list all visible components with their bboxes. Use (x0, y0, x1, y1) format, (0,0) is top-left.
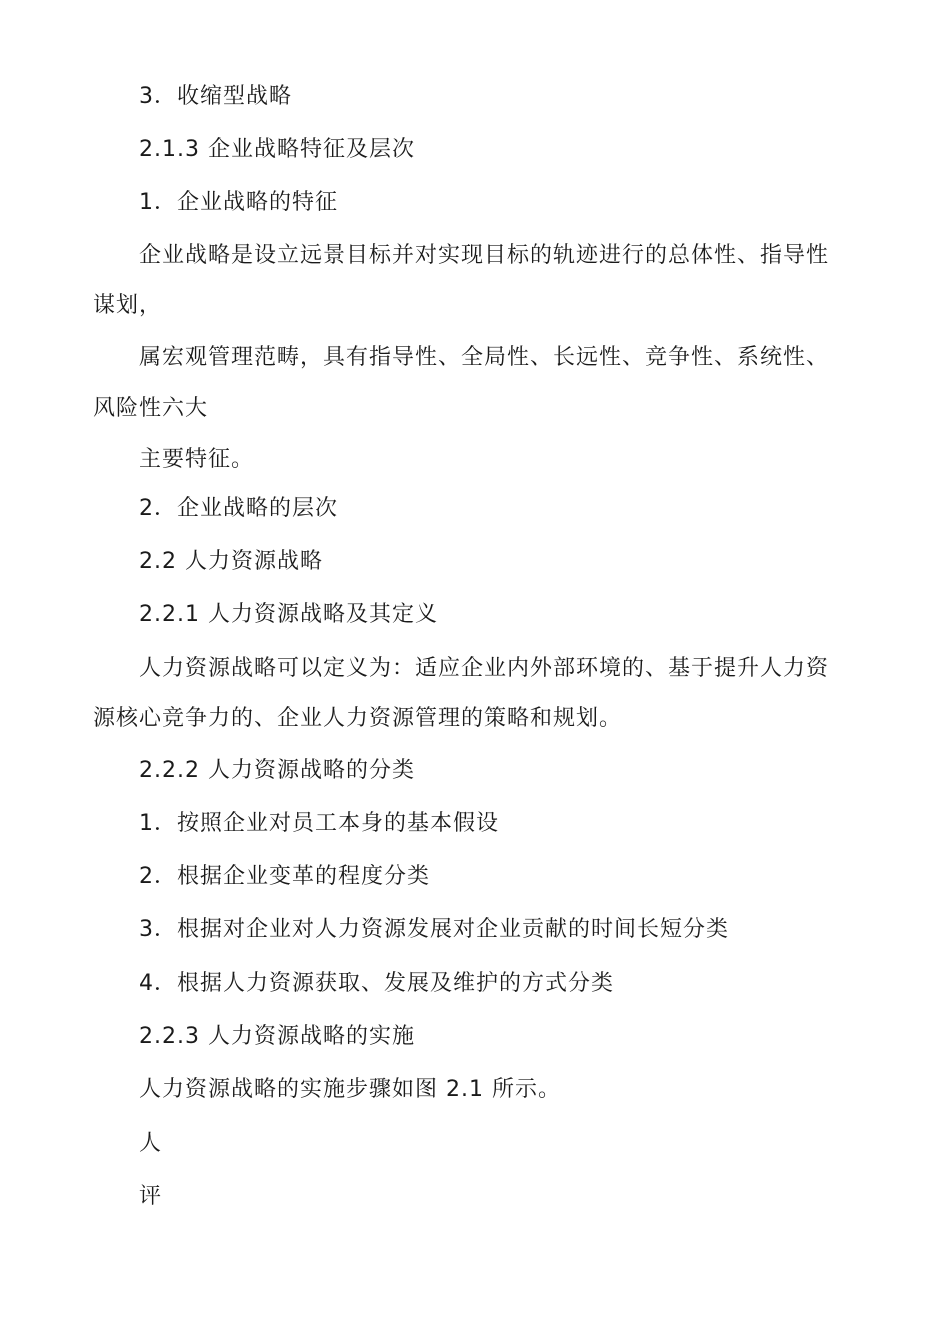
paragraph-line: 主要特征。 (139, 447, 255, 472)
fragment-text: 评 (139, 1184, 163, 1209)
subheading-strategy-levels: 2．企业战略的层次 (139, 496, 338, 521)
section-heading-2-2: 2.2 人力资源战略 (139, 549, 323, 574)
paragraph-line: 企业战略是设立远景目标并对实现目标的轨迹进行的总体性、指导性 (139, 243, 830, 268)
fragment-text: 人 (139, 1131, 163, 1156)
section-heading-2-2-3: 2.2.3 人力资源战略的实施 (139, 1024, 415, 1049)
subheading-strategy-features: 1．企业战略的特征 (139, 190, 338, 215)
paragraph-line: 属宏观管理范畴，具有指导性、全局性、长远性、竞争性、系统性、 (139, 345, 830, 370)
paragraph-line: 源核心竞争力的、企业人力资源管理的策略和规划。 (93, 706, 623, 731)
section-heading-2-2-1: 2.2.1 人力资源战略及其定义 (139, 602, 438, 627)
list-item: 4．根据人力资源获取、发展及维护的方式分类 (139, 971, 614, 996)
list-item-contraction-strategy: 3．收缩型战略 (139, 84, 292, 109)
list-item: 1．按照企业对员工本身的基本假设 (139, 811, 499, 836)
list-item: 3．根据对企业对人力资源发展对企业贡献的时间长短分类 (139, 917, 729, 942)
list-item: 2．根据企业变革的程度分类 (139, 864, 430, 889)
paragraph-line: 人力资源战略可以定义为：适应企业内外部环境的、基于提升人力资 (139, 656, 830, 681)
paragraph-line: 风险性六大 (93, 396, 209, 421)
paragraph-line: 人力资源战略的实施步骤如图 2.1 所示。 (139, 1077, 561, 1102)
section-heading-2-2-2: 2.2.2 人力资源战略的分类 (139, 758, 415, 783)
paragraph-line: 谋划， (93, 293, 163, 318)
section-heading-2-1-3: 2.1.3 企业战略特征及层次 (139, 137, 415, 162)
